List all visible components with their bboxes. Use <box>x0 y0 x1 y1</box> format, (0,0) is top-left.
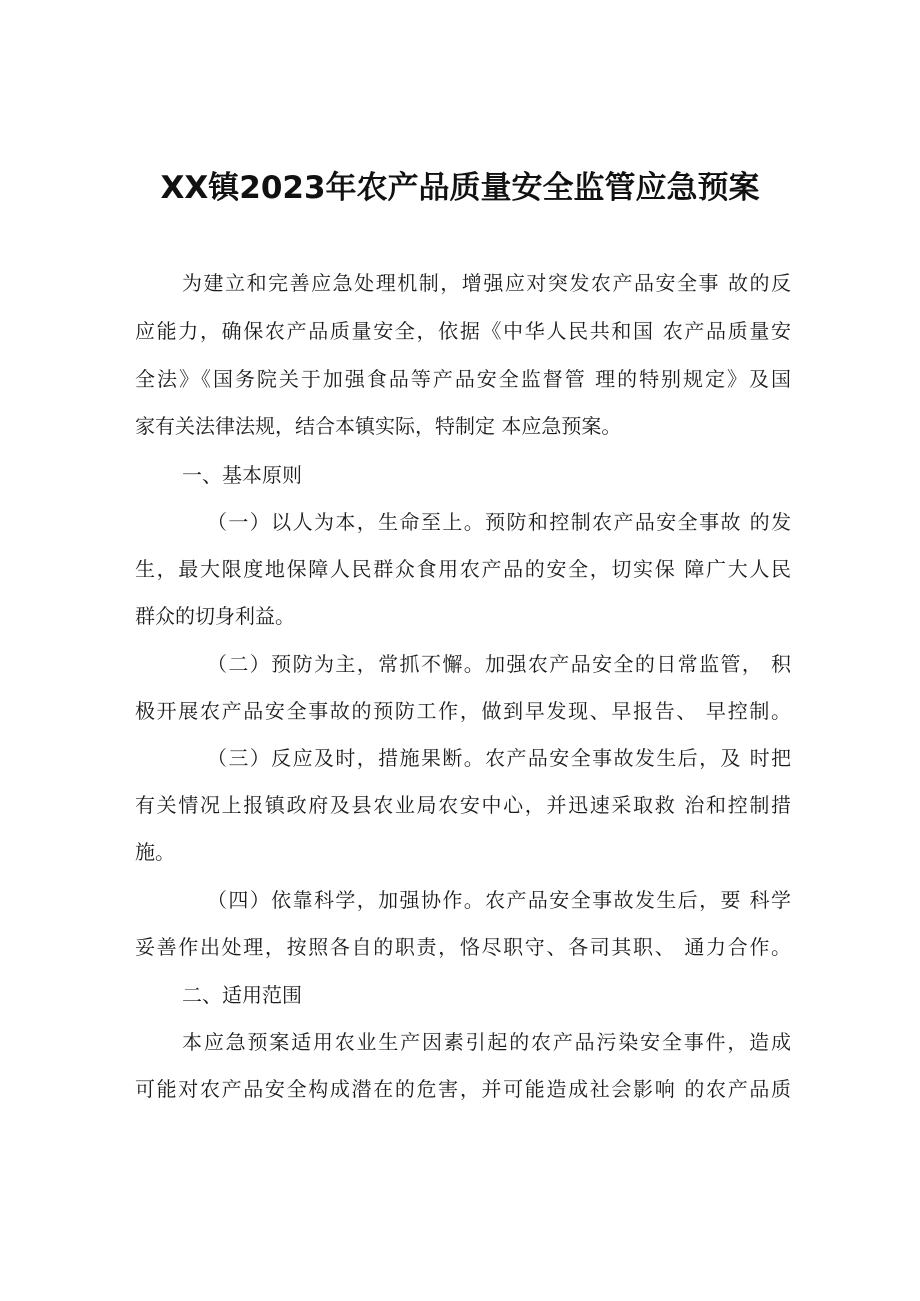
body-line: （一）以人为本，生命至上。预防和控制农产品安全事故 的发 <box>207 510 791 534</box>
body-line: 本应急预案适用农业生产因素引起的农产品污染安全事件，造成 <box>182 1030 791 1054</box>
body-line: 妥善作出处理，按照各自的职责，恪尽职守、各司其职、 通力合作。 <box>135 935 791 959</box>
body-line: （二）预防为主，常抓不懈。加强农产品安全的日常监管， 积 <box>207 652 791 676</box>
body-line: 生，最大限度地保障人民群众食用农产品的安全，切实保 障广大人民 <box>135 557 791 581</box>
body-line: 为建立和完善应急处理机制，增强应对突发农产品安全事 故的反 <box>182 271 791 295</box>
body-line: （三）反应及时，措施果断。农产品安全事故发生后，及 时把 <box>207 746 791 770</box>
body-line: 可能对农产品安全构成潜在的危害，并可能造成社会影响 的农产品质 <box>135 1077 791 1101</box>
body-line: （四）依靠科学，加强协作。农产品安全事故发生后，要 科学 <box>207 888 791 912</box>
body-line: 有关情况上报镇政府及县农业局农安中心，并迅速采取救 治和控制措 <box>135 793 791 817</box>
body-line: 应能力，确保农产品质量安全，依据《中华人民共和国 农产品质量安 <box>135 319 791 343</box>
body-line: 家有关法律法规，结合本镇实际，特制定 本应急预案。 <box>135 414 622 438</box>
body-line: 极开展农产品安全事故的预防工作，做到早发现、早报告、 早控制。 <box>135 699 791 723</box>
body-line: 群众的切身利益。 <box>135 604 295 628</box>
section-heading: 二、适用范围 <box>182 983 302 1007</box>
section-heading: 一、基本原则 <box>182 463 302 487</box>
document-title: XX镇2023年农产品质量安全监管应急预案 <box>160 170 760 206</box>
body-line: 施。 <box>135 840 175 864</box>
body-line: 全法》《国务院关于加强食品等产品安全监督管 理的特别规定》及国 <box>135 367 791 391</box>
